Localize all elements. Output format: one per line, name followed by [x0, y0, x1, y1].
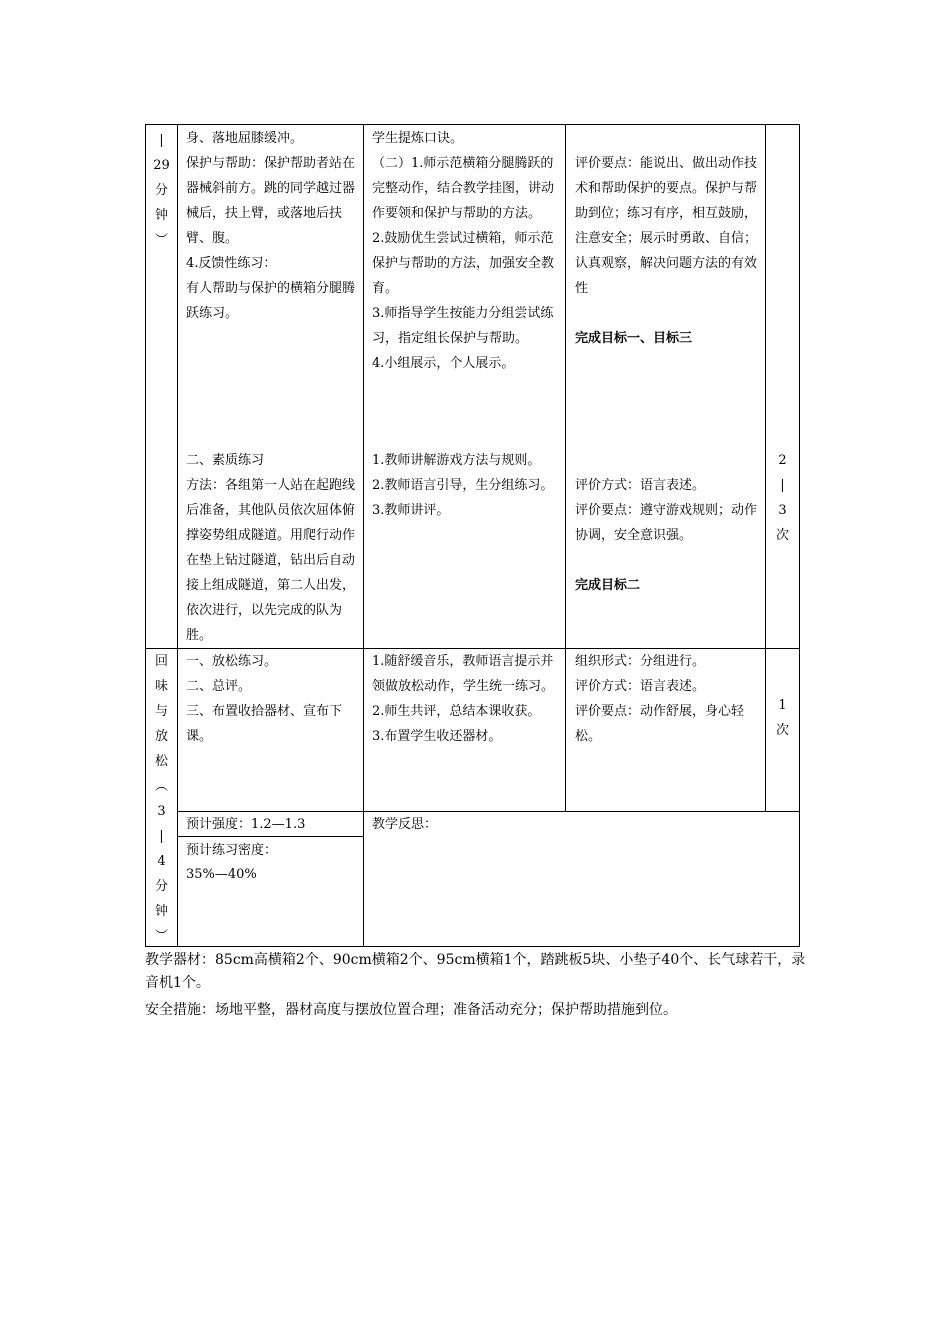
teacher-block-b: 1.教师讲解游戏方法与规则。 2.教师语言引导，生分组练习。 3.教师讲评。: [372, 453, 554, 518]
teacher-relax: 1.随舒缓音乐，教师语言提示并领做放松动作，学生统一练习。 2.师生共评，总结本课收获。 3.布置学生收还器材。: [372, 654, 555, 744]
col-divider-2: [363, 124, 364, 947]
evaluation-text-a: 评价要点：能说出、做出动作技术和帮助保护的要点。保护与帮助到位；练习有序，相互鼓励，注意安全；展示时勇敢、自信；认真观察，解决问题方法的有效性: [575, 156, 758, 296]
col-divider-1: [177, 124, 178, 947]
evaluation-relax: 组织形式：分组进行。 评价方式：语言表述。 评价要点：动作舒展，身心轻松。: [575, 654, 745, 744]
content-block-a: 身、落地屈膝缓冲。 保护与帮助：保护帮助者站在器械斜前方。跳的同学越过器械后，扶上臂，或落地后扶臂、腹。 4.反馈性练习： 有人帮助与保护的横箱分腿腾跃练习。: [186, 131, 356, 321]
teaching-reflection: 教学反思：: [372, 817, 438, 832]
density-value: 35%—40%: [186, 867, 257, 882]
stage-time-tail: | 29 分 钟 ︶: [153, 133, 170, 248]
density-label: 预计练习密度：: [186, 843, 278, 858]
col-divider-3: [565, 124, 566, 811]
content-block-b: 二、素质练习 方法：各组第一人站在起跑线后准备，其他队员依次屈体俯撑姿势组成隧道。用爬行动作在垫上钻过隧道，钻出后自动接上组成隧道，第二人出发，依次进行，以先完成的队为胜。: [186, 453, 356, 643]
goal-label-b: 完成目标二: [575, 578, 641, 593]
evaluation-text-b: 评价方式：语言表述。 评价要点：遵守游戏规则；动作协调，安全意识强。: [575, 478, 758, 543]
safety-note: 安全措施：场地平整，器材高度与摆放位置合理；准备活动充分；保护帮助措施到位。: [145, 1002, 677, 1018]
repetition-count-relax: 1 次: [775, 698, 789, 738]
stage-label-relax: 回 味 与 放 松 ︵ 3 | 4 分 钟 ︶: [154, 654, 168, 944]
content-relax: 一、放松练习。 二、总评。 三、布置收拾器材、宣布下课。: [186, 654, 343, 744]
table-border-top: [145, 124, 800, 125]
repetition-count-b: 2 | 3 次: [775, 453, 789, 543]
equipment-note: 教学器材：85cm高横箱2个、90cm横箱2个、95cm横箱1个，踏跳板5块、小垫子40个、长气球若干，录音机1个。: [145, 952, 806, 991]
teacher-block-a: 学生提炼口诀。 （二）1.师示范横箱分腿腾跃的完整动作，结合教学挂图，讲动作要领和保护与帮助的方法。 2.鼓励优生尝试过横箱，师示范保护与帮助的方法，加强安全教育。 3.师指导学生按能力分组尝试练习，指定组长保护与帮助。 4.小组展示，个人展示。: [372, 131, 555, 371]
evaluation-block-b: [575, 448, 761, 623]
goal-label-a: 完成目标一、目标三: [575, 331, 693, 346]
table-border-bottom: [145, 946, 800, 947]
intensity-estimate: 预计强度：1.2—1.3: [186, 817, 306, 832]
table-border-right: [799, 124, 800, 947]
evaluation-block-a: [575, 126, 761, 376]
